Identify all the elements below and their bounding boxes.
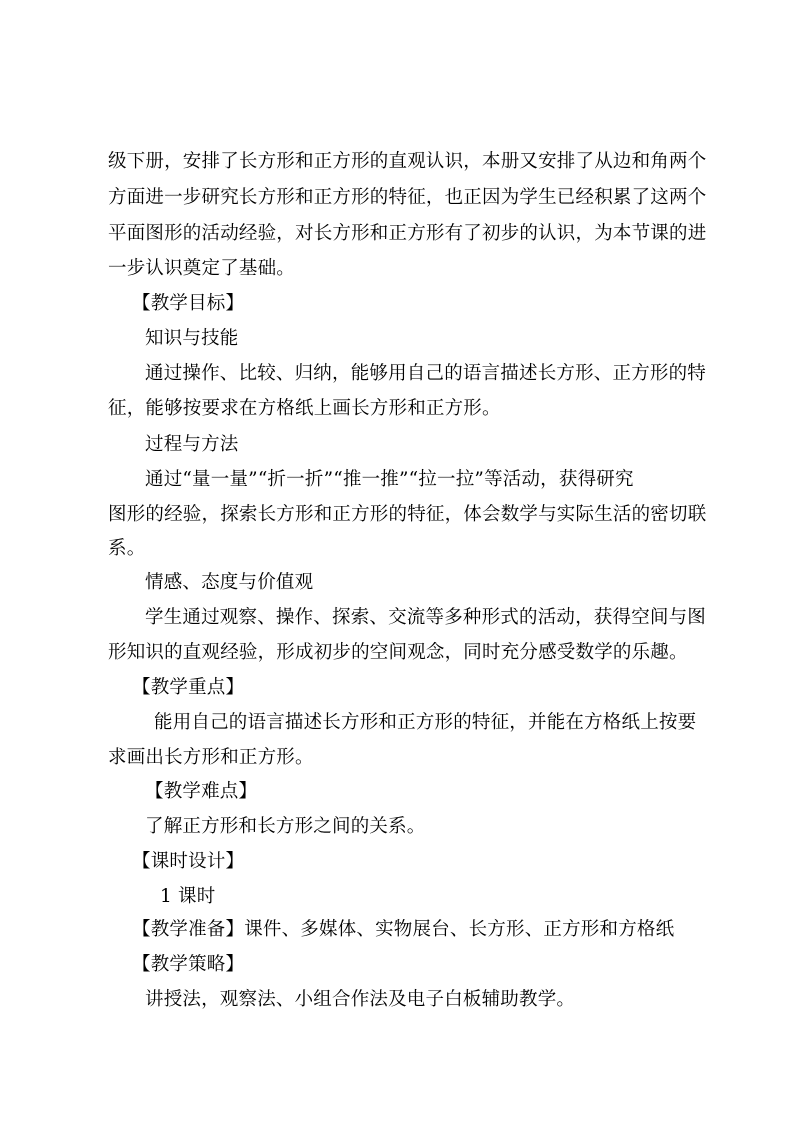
intro-line-4: 一步认识奠定了基础。: [108, 258, 296, 279]
lesson-design-text: 1 课时: [160, 886, 216, 907]
emotion-line-1: 学生通过观察、操作、探索、交流等多种形式的活动，获得空间与图: [145, 607, 707, 628]
lesson-design-heading: 【课时设计】: [132, 851, 245, 872]
process-heading: 过程与方法: [145, 434, 239, 455]
knowledge-line-1: 通过操作、比较、归纳，能够用自己的语言描述长方形、正方形的特: [145, 363, 707, 384]
intro-line-1: 级下册，安排了长方形和正方形的直观认识，本册又安排了从边和角两个: [108, 151, 707, 172]
key-points-line-2: 求画出长方形和正方形。: [108, 747, 314, 768]
strategy-heading: 【教学策略】: [132, 954, 245, 975]
emotion-heading: 情感、态度与价值观: [145, 572, 314, 593]
preparation-line: [132, 917, 794, 943]
objectives-heading: 【教学目标】: [132, 293, 245, 314]
difficulties-heading: 【教学难点】: [145, 781, 258, 802]
knowledge-line-2: 征，能够按要求在方格纸上画长方形和正方形。: [108, 398, 501, 419]
emotion-line-2: 形知识的直观经验，形成初步的空间观念，同时充分感受数学的乐趣。: [108, 642, 688, 663]
difficulties-text: 了解正方形和长方形之间的关系。: [145, 816, 426, 837]
strategy-text: 讲授法，观察法、小组合作法及电子白板辅助教学。: [145, 989, 576, 1010]
intro-line-2: 方面进一步研究长方形和正方形的特征，也正因为学生已经积累了这两个: [108, 187, 707, 208]
process-line-3: 系。: [108, 538, 146, 559]
key-points-line-1: 能用自己的语言描述长方形和正方形的特征，并能在方格纸上按要: [154, 712, 697, 733]
process-line-1: 通过“量一量”“折一折”“推一推”“拉一拉”等活动，获得研究: [145, 469, 634, 490]
preparation-text: 课件、多媒体、实物展台、长方形、正方形和方格纸: [244, 919, 675, 940]
intro-line-3: 平面图形的活动经验，对长方形和正方形有了初步的认识，为本节课的进: [108, 223, 707, 244]
key-points-heading: 【教学重点】: [132, 677, 245, 698]
knowledge-heading: 知识与技能: [145, 328, 239, 349]
process-line-2: 图形的经验，探索长方形和正方形的特征，体会数学与实际生活的密切联: [108, 504, 707, 525]
preparation-heading: 【教学准备】: [132, 919, 245, 940]
